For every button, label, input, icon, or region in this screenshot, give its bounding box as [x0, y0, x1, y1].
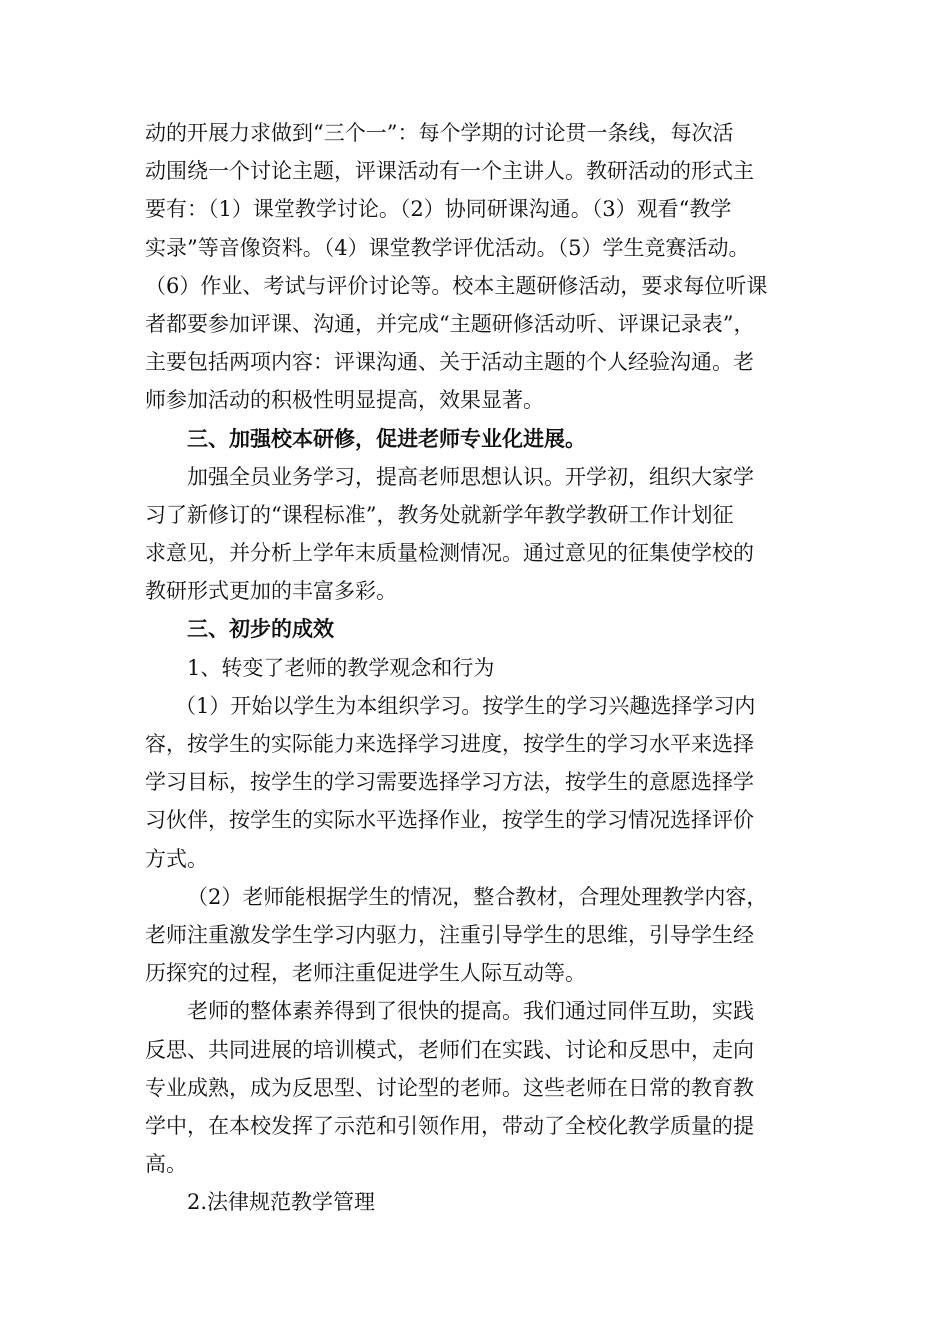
- text-line: 实录”等音像资料。（4）课堂教学评优活动。（5）学生竞赛活动。: [145, 235, 750, 260]
- text-line: （1）开始以学生为本组织学习。按学生的学习兴趣选择学习内: [175, 693, 756, 718]
- text-line: 2.法律规范教学管理: [187, 1190, 376, 1215]
- text-line: （2）老师能根据学生的情况，整合教材，合理处理教学内容，: [187, 884, 768, 909]
- text-line: 求意见，并分析上学年末质量检测情况。通过意见的征集使学校的: [145, 541, 754, 566]
- text-line: 老师的整体素养得到了很快的提高。我们通过同伴互助，实践: [187, 999, 754, 1024]
- section-heading-line: 三、初步的成效: [187, 616, 334, 642]
- text-line: 学中，在本校发挥了示范和引领作用，带动了全校化教学质量的提: [145, 1113, 754, 1138]
- text-line: 师参加活动的积极性明显提高，效果显著。: [145, 388, 544, 413]
- text-line: 历探究的过程，老师注重促进学生人际互动等。: [145, 961, 586, 986]
- text-line: 加强全员业务学习，提高老师思想认识。开学初，组织大家学: [187, 464, 754, 489]
- text-line: 要有：（1）课堂教学讨论。（2）协同研课沟通。（3）观看“教学: [145, 197, 732, 222]
- text-line: （6）作业、考试与评价讨论等。校本主题研修活动，要求每位听课: [145, 273, 768, 298]
- text-line: 方式。: [145, 846, 208, 871]
- text-line: 习伙伴，按学生的实际水平选择作业，按学生的学习情况选择评价: [145, 808, 754, 833]
- text-line: 教研形式更加的丰富多彩。: [145, 579, 397, 604]
- document-body: [145, 114, 815, 1221]
- text-line: 容，按学生的实际能力来选择学习进度，按学生的学习水平来选择: [145, 732, 754, 756]
- section-heading-line: 三、加强校本研修，促进老师专业化进展。: [187, 425, 586, 451]
- text-line: 专业成熟，成为反思型、讨论型的老师。这些老师在日常的教育教: [145, 1075, 754, 1100]
- text-line: 老师注重激发学生学习内驱力，注重引导学生的思维，引导学生经: [145, 922, 754, 947]
- text-line: 反思、共同进展的培训模式，老师们在实践、讨论和反思中，走向: [145, 1037, 754, 1062]
- text-line: 者都要参加评课、沟通，并完成“主题研修活动听、评课记录表”，: [145, 311, 755, 336]
- text-line: 主要包括两项内容：评课沟通、关于活动主题的个人经验沟通。老: [145, 350, 754, 375]
- text-line: 学习目标，按学生的学习需要选择学习方法，按学生的意愿选择学: [145, 770, 754, 795]
- text-line: 动的开展力求做到“三个一”：每个学期的讨论贯一条线，每次活: [145, 121, 734, 145]
- text-line: 高。: [145, 1152, 187, 1177]
- text-line: 1、转变了老师的教学观念和行为: [187, 655, 495, 680]
- text-line: 习了新修订的“课程标准”，教务处就新学年教学教研工作计划征: [145, 502, 734, 527]
- text-line: 动围绕一个讨论主题，评课活动有一个主讲人。教研活动的形式主: [145, 159, 754, 184]
